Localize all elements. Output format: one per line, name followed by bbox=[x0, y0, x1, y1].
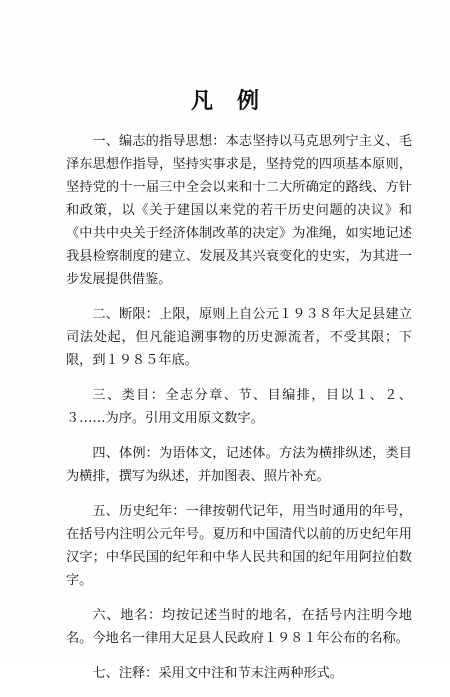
paragraph-time-limits: 二、断限：上限，原则上自公元１９３８年大足县建立司法处起，但凡能追溯事物的历史源流者，不受其限；下限，到１９８５年底。 bbox=[66, 307, 412, 368]
paragraph-categories: 三、类目：全志分章、节、目编排，目以１、２、３……为序。引用文用原文数字。 bbox=[66, 388, 412, 426]
document-body bbox=[66, 130, 412, 697]
page-title: 凡例 bbox=[190, 88, 283, 114]
paragraph-annotations: 七、注释：采用文中注和节末注两种形式。 bbox=[92, 666, 343, 681]
paragraph-historical-dating: 五、历史纪年：一律按朝代记年，用当时通用的年号，在括号内注明公元年号。夏历和中国清代以前的历史纪年用汉字；中华民国的纪年和中华人民共和国的纪年用阿拉伯数字。 bbox=[66, 504, 412, 588]
paragraph-guiding-ideology: 一、编志的指导思想：本志坚持以马克思列宁主义、毛泽东思想作指导，坚持实事求是，坚持党的四项基本原则，坚持党的十一届三中全会以来和十二大所确定的路线、方针和政策，以《关于建国以来党的若干历史问题的决议》和《中共中央关于经济体制改革的决定》为准绳，如实地记述我县检察制度的建立、发展及其兴衰变化的史实，为其进一步发展提供借鉴。 bbox=[66, 134, 412, 287]
paragraph-style: 四、体例：为语体文，记述体。方法为横排纵述，类目为横排，撰写为纵述，并加图表、照片补充。 bbox=[66, 446, 412, 484]
paragraph-place-names: 六、地名：均按记述当时的地名，在括号内注明今地名。今地名一律用大足县人民政府１９８１年公布的名称。 bbox=[66, 608, 412, 646]
